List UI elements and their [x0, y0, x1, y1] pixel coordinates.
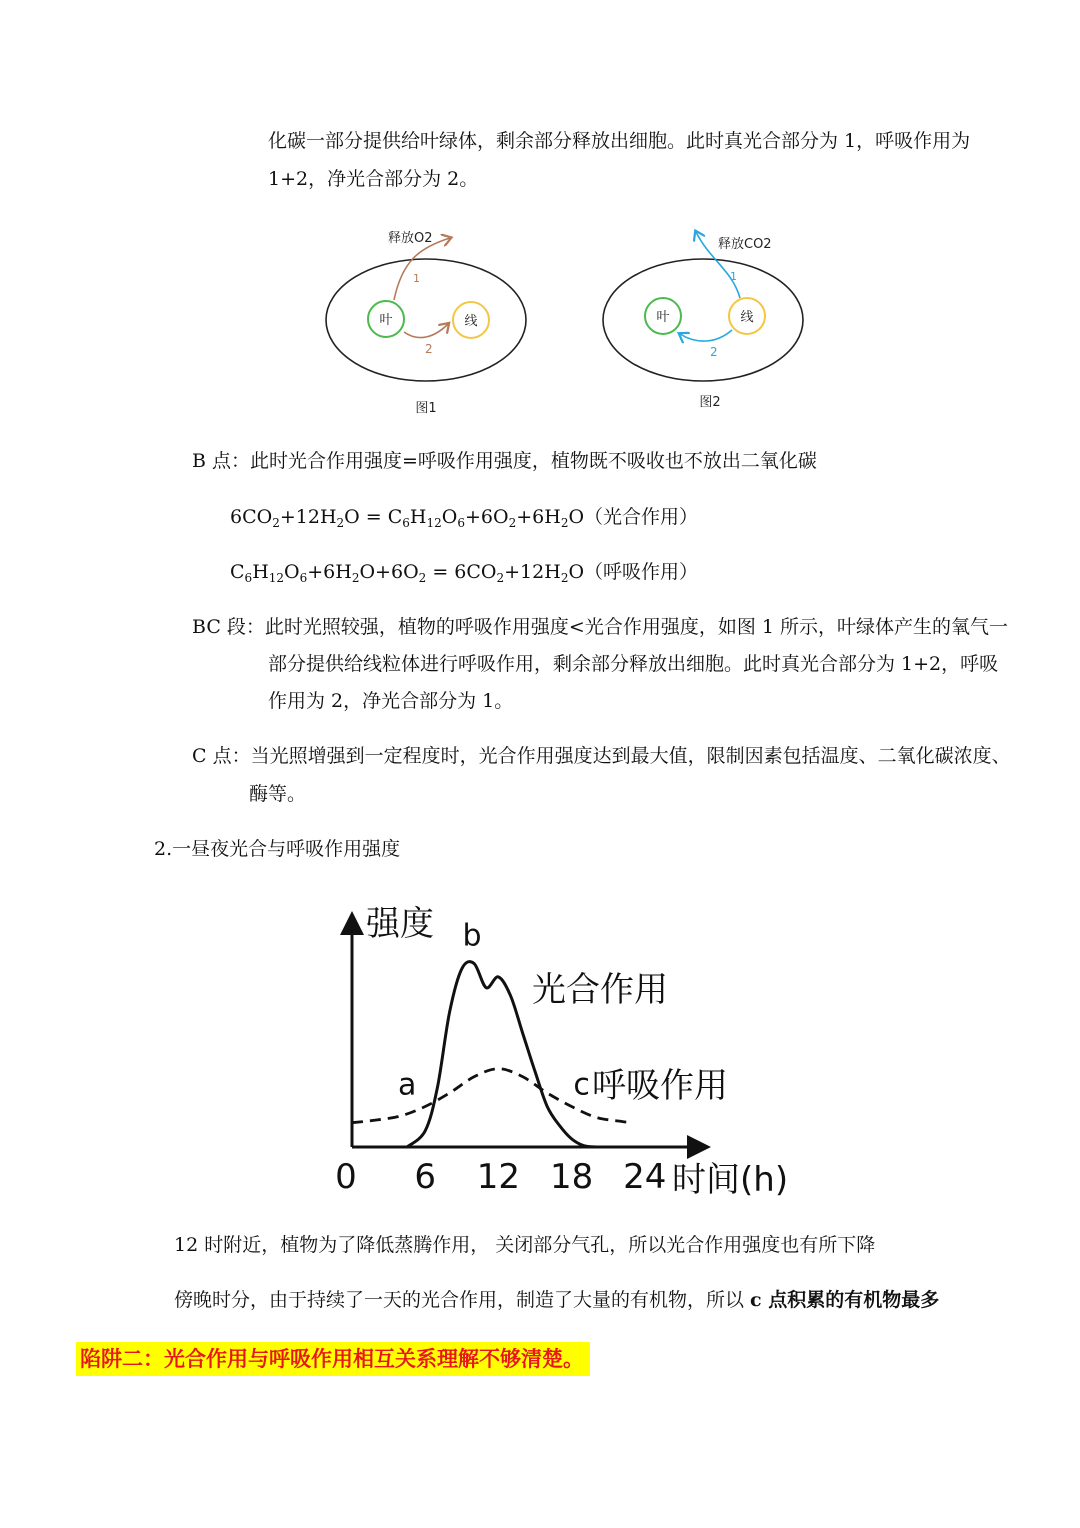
arrow-1-label: 1: [730, 270, 737, 283]
para-line-1: 化碳一部分提供给叶绿体，剩余部分释放出细胞。此时真光合部分为 1，呼吸作用为: [268, 130, 971, 152]
para-line-2: 1+2，净光合部分为 2。: [268, 168, 479, 190]
cell-outline: [326, 259, 526, 381]
point-b-text: B 点：此时光合作用强度=呼吸作用强度，植物既不吸收也不放出二氧化碳: [192, 450, 817, 472]
photosynthesis-equation: $6CO_2+12H_2O = C_6H_{12}O_6+6O_2+6H_2O$（光合作用）: [230, 506, 699, 530]
x-tick-label: 12: [476, 1157, 521, 1197]
figure-1-caption: 图1: [415, 401, 437, 416]
point-c-line-2: 酶等。: [249, 783, 307, 805]
release-co2-label: 释放CO2: [718, 237, 772, 252]
day-night-intensity-chart: [330, 895, 800, 1205]
respiration-curve: [352, 1069, 633, 1123]
point-label-b: b: [462, 918, 482, 954]
respiration-series-label: 呼吸作用: [592, 1066, 728, 1106]
respiration-equation: $C_6H_{12}O_6+6H_2O+6O_2 = 6CO_2+12H_2O$（呼吸作用）: [230, 561, 699, 585]
section-2-heading: 2.一昼夜光合与呼吸作用强度: [154, 838, 401, 860]
bc-line-3: 作用为 2，净光合部分为 1。: [268, 690, 514, 712]
point-label-a: a: [398, 1067, 417, 1103]
x-tick-label: 18: [549, 1157, 594, 1197]
x-tick-label: 6: [414, 1157, 437, 1197]
arrow-2: [404, 324, 448, 338]
cell-outline: [603, 259, 803, 381]
x-tick-label: 24: [623, 1157, 667, 1197]
point-c-line-1: C 点：当光照增强到一定程度时，光合作用强度达到最大值，限制因素包括温度、二氧化碳浓度、: [192, 745, 1011, 767]
release-o2-label: 释放O2: [388, 231, 433, 246]
point-label-c: c: [573, 1067, 590, 1103]
photosynthesis-series-label: 光合作用: [532, 970, 668, 1010]
arrow-1-label: 1: [413, 272, 420, 285]
figure-2-caption: 图2: [699, 395, 721, 410]
arrow-1: [394, 238, 450, 300]
bc-line-2: 部分提供给线粒体进行呼吸作用，剩余部分释放出细胞。此时真光合部分为 1+2，呼吸: [268, 653, 999, 675]
note-evening-text: 傍晚时分，由于持续了一天的光合作用，制造了大量的有机物，所以: [174, 1289, 751, 1311]
note-evening: [174, 1287, 939, 1313]
mitochondrion-label: 线: [464, 314, 478, 329]
chloroplast-label: 叶: [656, 310, 670, 325]
note-noon: 12 时附近，植物为了降低蒸腾作用， 关闭部分气孔，所以光合作用强度也有所下降: [174, 1234, 876, 1256]
figure-1-diagram: [310, 220, 550, 420]
arrow-2-label: 2: [425, 342, 433, 356]
equation-1-label: （光合作用）: [584, 506, 699, 528]
arrow-2: [680, 330, 732, 341]
mitochondrion-label: 线: [740, 310, 754, 325]
chloroplast-label: 叶: [379, 313, 393, 328]
x-axis-label: 时间(h): [672, 1160, 789, 1200]
equation-2-label: （呼吸作用）: [584, 561, 699, 583]
y-axis-label: 强度: [366, 904, 434, 944]
x-tick-label: 0: [335, 1157, 357, 1197]
note-evening-emphasis: c 点积累的有机物最多: [750, 1289, 940, 1311]
figure-2-diagram: [592, 220, 832, 420]
arrow-2-label: 2: [710, 345, 718, 359]
trap-2-heading: 陷阱二：光合作用与呼吸作用相互关系理解不够清楚。: [76, 1342, 590, 1376]
bc-line-1: BC 段：此时光照较强，植物的呼吸作用强度<光合作用强度，如图 1 所示，叶绿体产生的氧气一: [192, 616, 1008, 638]
